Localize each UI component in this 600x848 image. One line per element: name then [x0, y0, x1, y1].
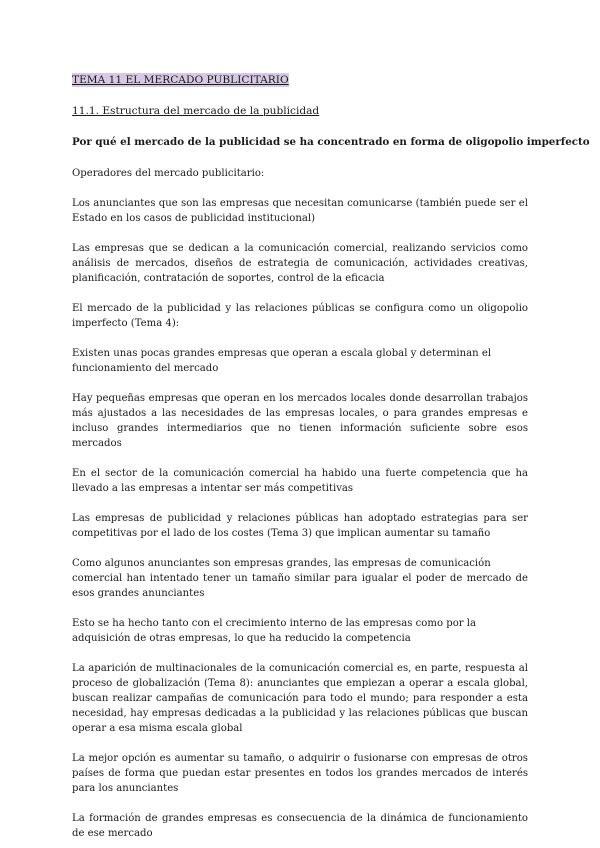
- paragraph-line: Las empresas de publicidad y relaciones públicas han adoptado estrategias para ser competitivas por el lado de los costes (Tema 3) que implican aumentar su tamaño: [72, 513, 528, 539]
- document-title: TEMA 11 EL MERCADO PUBLICITARIO: [72, 74, 289, 86]
- paragraph: [72, 556, 528, 601]
- question-heading: Por qué el mercado de la publicidad se ha concentrado en forma de oligopolio imperfecto: [72, 136, 590, 148]
- paragraph-line: El mercado de la publicidad y las relaciones públicas se configura como un oligopolio imperfecto (Tema 4):: [72, 303, 528, 329]
- paragraph: [72, 166, 528, 181]
- paragraph-line: comercial han intentado tener un tamaño similar para igualar el poder de mercado de esos grandes anunciantes: [72, 573, 528, 599]
- paragraph: [72, 511, 528, 541]
- paragraph-line: funcionamiento del mercado: [72, 363, 219, 374]
- paragraph-line: Las empresas que se dedican a la comunicación comercial, realizando servicios como análisis de mercados, diseños de estrategia de comunicación, actividades creativas, planificación, contratación de soportes, control de la eficacia: [72, 243, 528, 284]
- paragraph: [72, 196, 528, 226]
- paragraph: [72, 301, 528, 331]
- paragraph: [72, 346, 528, 376]
- paragraph: [72, 616, 528, 646]
- paragraph-line: Como algunos anunciantes son empresas grandes, las empresas de comunicación: [72, 558, 491, 569]
- paragraph-line: Hay pequeñas empresas que operan en los mercados locales donde desarrollan trabajos más ajustados a las necesidades de las empresas locales, o para grandes empresas e incluso grandes intermediarios que no tienen información suficiente sobre esos mercados: [72, 393, 528, 449]
- paragraph-line: Existen unas pocas grandes empresas que operan a escala global y determinan el: [72, 348, 492, 359]
- paragraph-line: En el sector de la comunicación comercial ha habido una fuerte competencia que ha llevado a las empresas a intentar ser más competitivas: [72, 468, 528, 494]
- paragraph: [72, 811, 528, 841]
- paragraph-line: La formación de grandes empresas es consecuencia de la dinámica de funcionamiento de ese mercado: [72, 813, 528, 839]
- paragraph: [72, 391, 528, 451]
- paragraph-line: Esto se ha hecho tanto con el crecimiento interno de las empresas como por la: [72, 618, 477, 629]
- document-body: [72, 166, 528, 841]
- paragraph: [72, 466, 528, 496]
- paragraph-line: La aparición de multinacionales de la comunicación comercial es, en parte, respuesta al proceso de globalización (Tema 8): anunciantes que empiezan a operar a escala global, buscan realizar campañas de comunicación para todo el mundo; para responder a esta necesidad, hay empresas dedicadas a la publicidad y las relaciones públicas que buscan operar a esa misma escala global: [72, 663, 528, 734]
- paragraph-line: Los anunciantes que son las empresas que necesitan comunicarse (también puede ser el Estado en los casos de publicidad institucional): [72, 198, 528, 224]
- paragraph: [72, 751, 528, 796]
- paragraph: [72, 241, 528, 286]
- paragraph-line: adquisición de otras empresas, lo que ha reducido la competencia: [72, 633, 411, 644]
- paragraph-line: La mejor opción es aumentar su tamaño, o adquirir o fusionarse con empresas de otros países de forma que puedan estar presentes en todos los grandes mercados de interés para los anunciantes: [72, 753, 528, 794]
- paragraph: [72, 661, 528, 736]
- paragraph-line: Operadores del mercado publicitario:: [72, 168, 265, 179]
- section-heading: 11.1. Estructura del mercado de la publicidad: [72, 105, 320, 117]
